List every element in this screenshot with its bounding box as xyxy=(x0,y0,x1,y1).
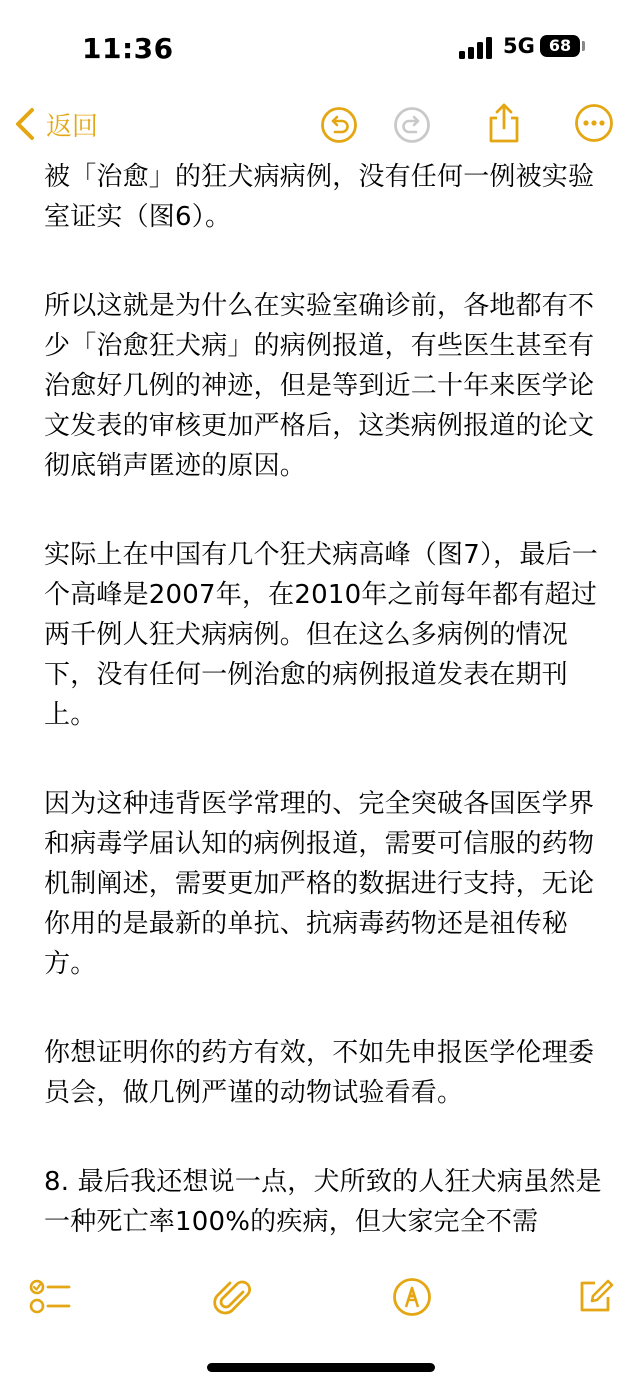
network-type: 5G xyxy=(503,34,535,58)
note-body[interactable] xyxy=(44,157,604,1291)
note-paragraph: 8. 最后我还想说一点，犬所致的人狂犬病虽然是一种死亡率100%的疾病，但大家完全不需 xyxy=(44,1167,602,1237)
note-paragraph: 因为这种违背医学常理的、完全突破各国医学界和病毒学届认知的病例报道，需要可信服的药物机制阐述，需要更加严格的数据进行支持，无论你用的是最新的单抗、抗病毒药物还是祖传秘方。 xyxy=(44,789,595,979)
chevron-left-icon xyxy=(14,107,36,141)
back-button[interactable] xyxy=(14,104,98,144)
status-bar xyxy=(0,0,640,96)
note-paragraph: 被「治愈」的狂犬病病例，没有任何一例被实验室证实（图6）。 xyxy=(44,162,595,232)
share-icon[interactable] xyxy=(486,101,522,145)
redo-icon[interactable] xyxy=(393,106,431,144)
home-indicator[interactable] xyxy=(207,1363,435,1372)
back-label: 返回 xyxy=(46,111,99,142)
attachment-icon[interactable] xyxy=(213,1276,253,1320)
undo-icon[interactable] xyxy=(320,106,358,144)
checklist-icon[interactable] xyxy=(28,1277,72,1317)
status-time: 11:36 xyxy=(82,32,174,65)
note-paragraph: 实际上在中国有几个狂犬病高峰（图7），最后一个高峰是2007年，在2010年之前每年都有超过两千例人狂犬病病例。但在这么多病例的情况下，没有任何一例治愈的病例报道发表在期刊上。 xyxy=(44,540,598,730)
markup-icon[interactable] xyxy=(392,1277,432,1317)
note-paragraph: 你想证明你的药方有效，不如先申报医学伦理委员会，做几例严谨的动物试验看看。 xyxy=(44,1038,595,1108)
battery-indicator: 68 xyxy=(540,35,580,57)
compose-icon[interactable] xyxy=(575,1276,615,1316)
battery-tip xyxy=(582,41,585,51)
note-paragraph: 所以这就是为什么在实验室确诊前，各地都有不少「治愈狂犬病」的病例报道，有些医生甚至有治愈好几例的神迹，但是等到近二十年来医学论文发表的审核更加严格后，这类病例报道的论文彻底销声匿迹的原因。 xyxy=(44,291,595,481)
cellular-signal-icon xyxy=(459,37,493,59)
more-icon[interactable] xyxy=(574,103,614,143)
